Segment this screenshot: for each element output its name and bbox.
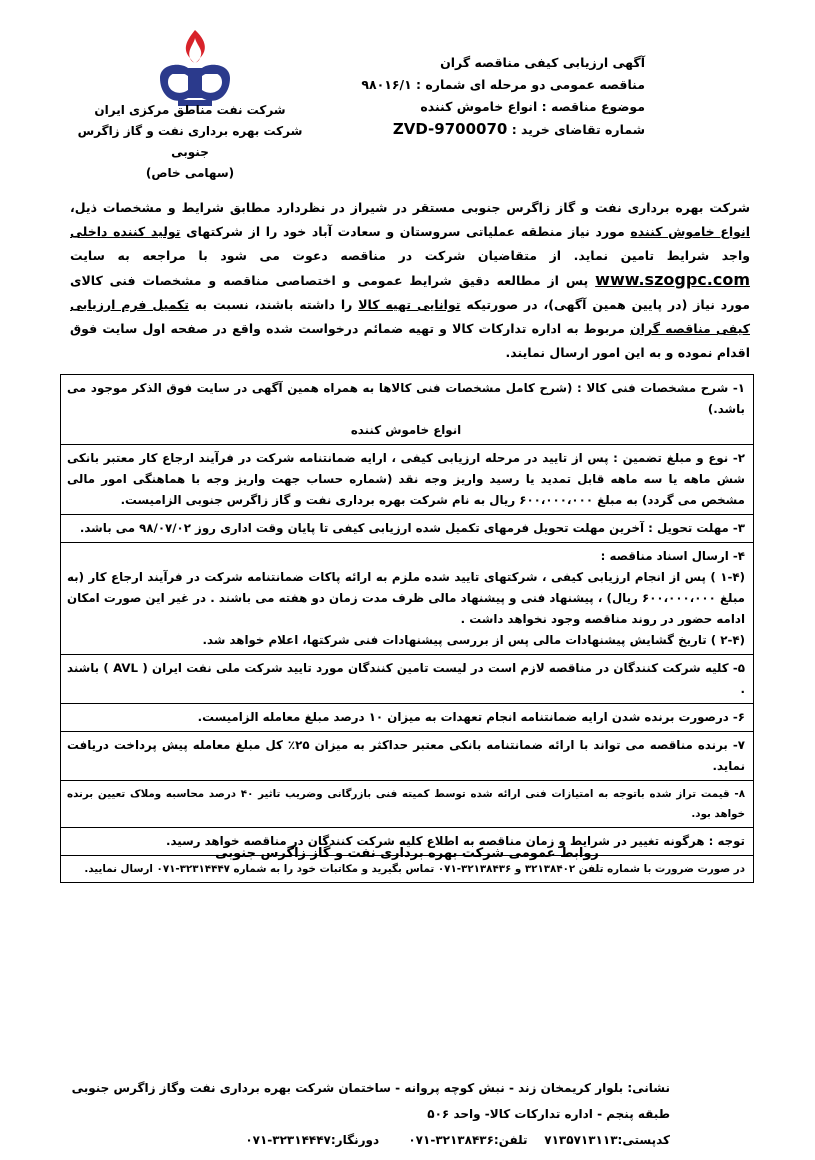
table-row	[61, 655, 754, 704]
row-text: در صورت ضرورت با شماره تلفن ۳۲۱۳۸۴۰۲ و ۳۲۱۳۸۴۳۶-۰۷۱ تماس بگیرید و مکاتبات خود را به شماره ۳۲۳۱۴۴۴۷-۰۷۱ ارسال نمایید.	[84, 863, 745, 875]
intro-text-2: مورد نیاز منطقه عملیاتی سروستان و سعادت آباد خود را از شرکتهای	[186, 224, 625, 239]
intro-ability-underlined: توانایی تهیه کالا	[358, 297, 461, 312]
row-text: توجه : هرگونه تغییر در شرایط و زمان مناقصه به اطلاع کلیه شرکت کنندگان در مناقصه خواهد رسید.	[166, 834, 745, 848]
row-title: ۴- ارسال اسناد مناقصه :	[600, 549, 745, 563]
address-line-1: نشانی: بلوار کریمخان زند - نبش کوچه پروانه - ساختمان شرکت بهره برداری نفت وگاز زاگرس جنوبی	[71, 1081, 670, 1095]
phone: تلفن:۳۲۱۳۸۴۳۶-۰۷۱	[408, 1133, 528, 1147]
public-relations-signature: روابط عمومی شرکت بهره برداری نفت و گاز زاگرس جنوبی	[215, 846, 599, 861]
notice-title: آگهی ارزیابی کیفی مناقصه گران	[440, 55, 645, 70]
row-subitem-2: (۲-۴ ) تاریخ گشایش پیشنهادات مالی پس از بررسی پیشنهادات فنی شرکتها، اعلام خواهد شد.	[202, 633, 745, 647]
company-logo	[150, 28, 240, 110]
purchase-request-label: شماره تقاضای خرید :	[511, 122, 645, 137]
intro-text-6: مربوط به اداره تدارکات کالا و تهیه ضمائم درخواست شده واقع در صفحه اول سایت فوق اقدام نموده و به این امور ارسال نمایند.	[70, 321, 750, 360]
intro-item-underlined: انواع خاموش کننده	[630, 224, 750, 239]
tender-subject: موضوع مناقصه : انواع خاموش کننده	[420, 99, 645, 114]
company-name-block	[70, 100, 310, 184]
table-row	[61, 515, 754, 543]
table-row	[61, 543, 754, 655]
address-line-2: طبقه پنجم - اداره تدارکات کالا- واحد ۵۰۶	[427, 1107, 670, 1121]
company-line-3: (سهامی خاص)	[145, 166, 235, 180]
row-text: ۸- قیمت تراز شده باتوجه به امتیازات فنی ارائه شده توسط کمیته فنی بازرگانی وضریب تاثیر ۴۰ درصد محاسبه وملاک تعیین برنده خواهد بود.	[67, 788, 745, 820]
postal-code: کدپستی:۷۱۳۵۷۱۳۱۱۳	[544, 1133, 670, 1147]
intro-form-underlined: تکمیل فرم ارزیابی کیفی مناقصه گران	[70, 297, 750, 336]
intro-text-1: شرکت بهره برداری نفت و گاز زاگرس جنوبی مستقر در شیراز در نظردارد مطابق شرایط و مشخصات ذیل،	[70, 200, 750, 215]
address-line-3	[60, 1127, 670, 1153]
purchase-request-number: ZVD-9700070	[392, 120, 508, 138]
row-deadline	[61, 515, 754, 543]
row-text: ۵- کلیه شرکت کنندگان در مناقصه لازم است در لیست تامین کنندگان مورد تایید شرکت ملی نفت ایران (	[142, 661, 745, 675]
company-line-1: شرکت نفت مناطق مرکزی ایران	[94, 103, 286, 117]
notice-header	[355, 52, 645, 141]
row-item: انواع خاموش کننده	[350, 423, 462, 437]
table-row	[61, 781, 754, 828]
table-row	[61, 704, 754, 732]
purchase-request	[355, 118, 645, 141]
intro-text-3: واجد شرایط تامین نماید. از متقاضیان شرکت در مناقصه دعوت می شود با مراجعه به سایت	[70, 248, 750, 263]
intro-manufacturer-underlined: تولید کننده داخلی	[70, 224, 181, 239]
row-subitem-1: (۱-۴ ) پس از انجام ارزیابی کیفی ، شرکتهای تایید شده ملزم به ارائه پاکات ضمانتنامه شرکت در فرآیند ارجاع کار (به مبلغ ۶۰۰،۰۰۰،۰۰۰ ریال) ، پیشنهاد فنی و پیشنهاد مالی ظرف مدت زمان دو هفته می باشند . در غیر این صورت امکان ادامه حضور در روند مناقصه وجود نخواهد داشت .	[67, 570, 745, 626]
address-block	[60, 1075, 670, 1153]
row-text: ۷- برنده مناقصه می تواند با ارائه ضمانتنامه بانکی معتبر حداکثر به میزان ۲۵٪ کل مبلغ معامله پیش پرداخت دریافت نماید.	[67, 738, 745, 773]
row-prepayment	[61, 732, 754, 781]
row-documents	[61, 543, 754, 655]
row-text: ۳- مهلت تحویل : آخرین مهلت تحویل فرمهای تکمیل شده ارزیابی کیفی تا پایان وقت اداری روز ۹۸/۰۷/۰۲ می باشد.	[79, 521, 745, 535]
row-avl	[61, 655, 754, 704]
table-row	[61, 732, 754, 781]
row-avl-code: AVL	[113, 661, 139, 675]
intro-paragraph	[70, 196, 750, 365]
table-row	[61, 445, 754, 515]
intro-text-5: را داشته باشند، نسبت به	[194, 297, 353, 312]
tender-number: مناقصه عمومی دو مرحله ای شماره : ۹۸۰۱۶/۱	[361, 77, 645, 92]
table-row	[61, 375, 754, 445]
company-line-2: شرکت بهره برداری نفت و گاز زاگرس جنوبی	[77, 124, 303, 159]
row-text-end: ) باشند .	[67, 661, 745, 696]
intro-text-4: پس از مطالعه دقیق شرایط عمومی و اختصاصی مناقصه و مشخصات فنی کالای مورد نیاز (در پایین همین آگهی)، در صورتیکه	[70, 273, 750, 312]
fax: دورنگار:۳۲۳۱۴۴۴۷-۰۷۱	[245, 1133, 380, 1147]
row-technical-specs	[61, 375, 754, 445]
row-performance-guarantee	[61, 704, 754, 732]
row-text: ۶- درصورت برنده شدن ارایه ضمانتنامه انجام تعهدات به میزان ۱۰ درصد مبلغ معامله الزامیست.	[197, 710, 745, 724]
row-guarantee	[61, 445, 754, 515]
website-link[interactable]: www.szogpc.com	[595, 270, 750, 289]
row-text: ۱- شرح مشخصات فنی کالا : (شرح کامل مشخصات فنی کالاها به همراه همین آگهی در سایت فوق الذکر موجود می باشد.)	[67, 381, 745, 416]
conditions-table	[60, 374, 754, 883]
row-price-evaluation	[61, 781, 754, 828]
row-text: ۲- نوع و مبلغ تضمین : پس از تایید در مرحله ارزیابی کیفی ، ارایه ضمانتنامه شرکت در فرآیند ارجاع کار معتبر بانکی شش ماهه یا سه ماهه قابل تمدید یا رسید واریز وجه نقد (شماره حساب جهت واریز وجه با هماهنگی امور مالی مشخص می گردد) به مبلغ ۶۰۰،۰۰۰،۰۰۰ ریال به نام شرکت بهره برداری نفت و گاز زاگرس جنوبی الزامیست.	[67, 451, 745, 507]
